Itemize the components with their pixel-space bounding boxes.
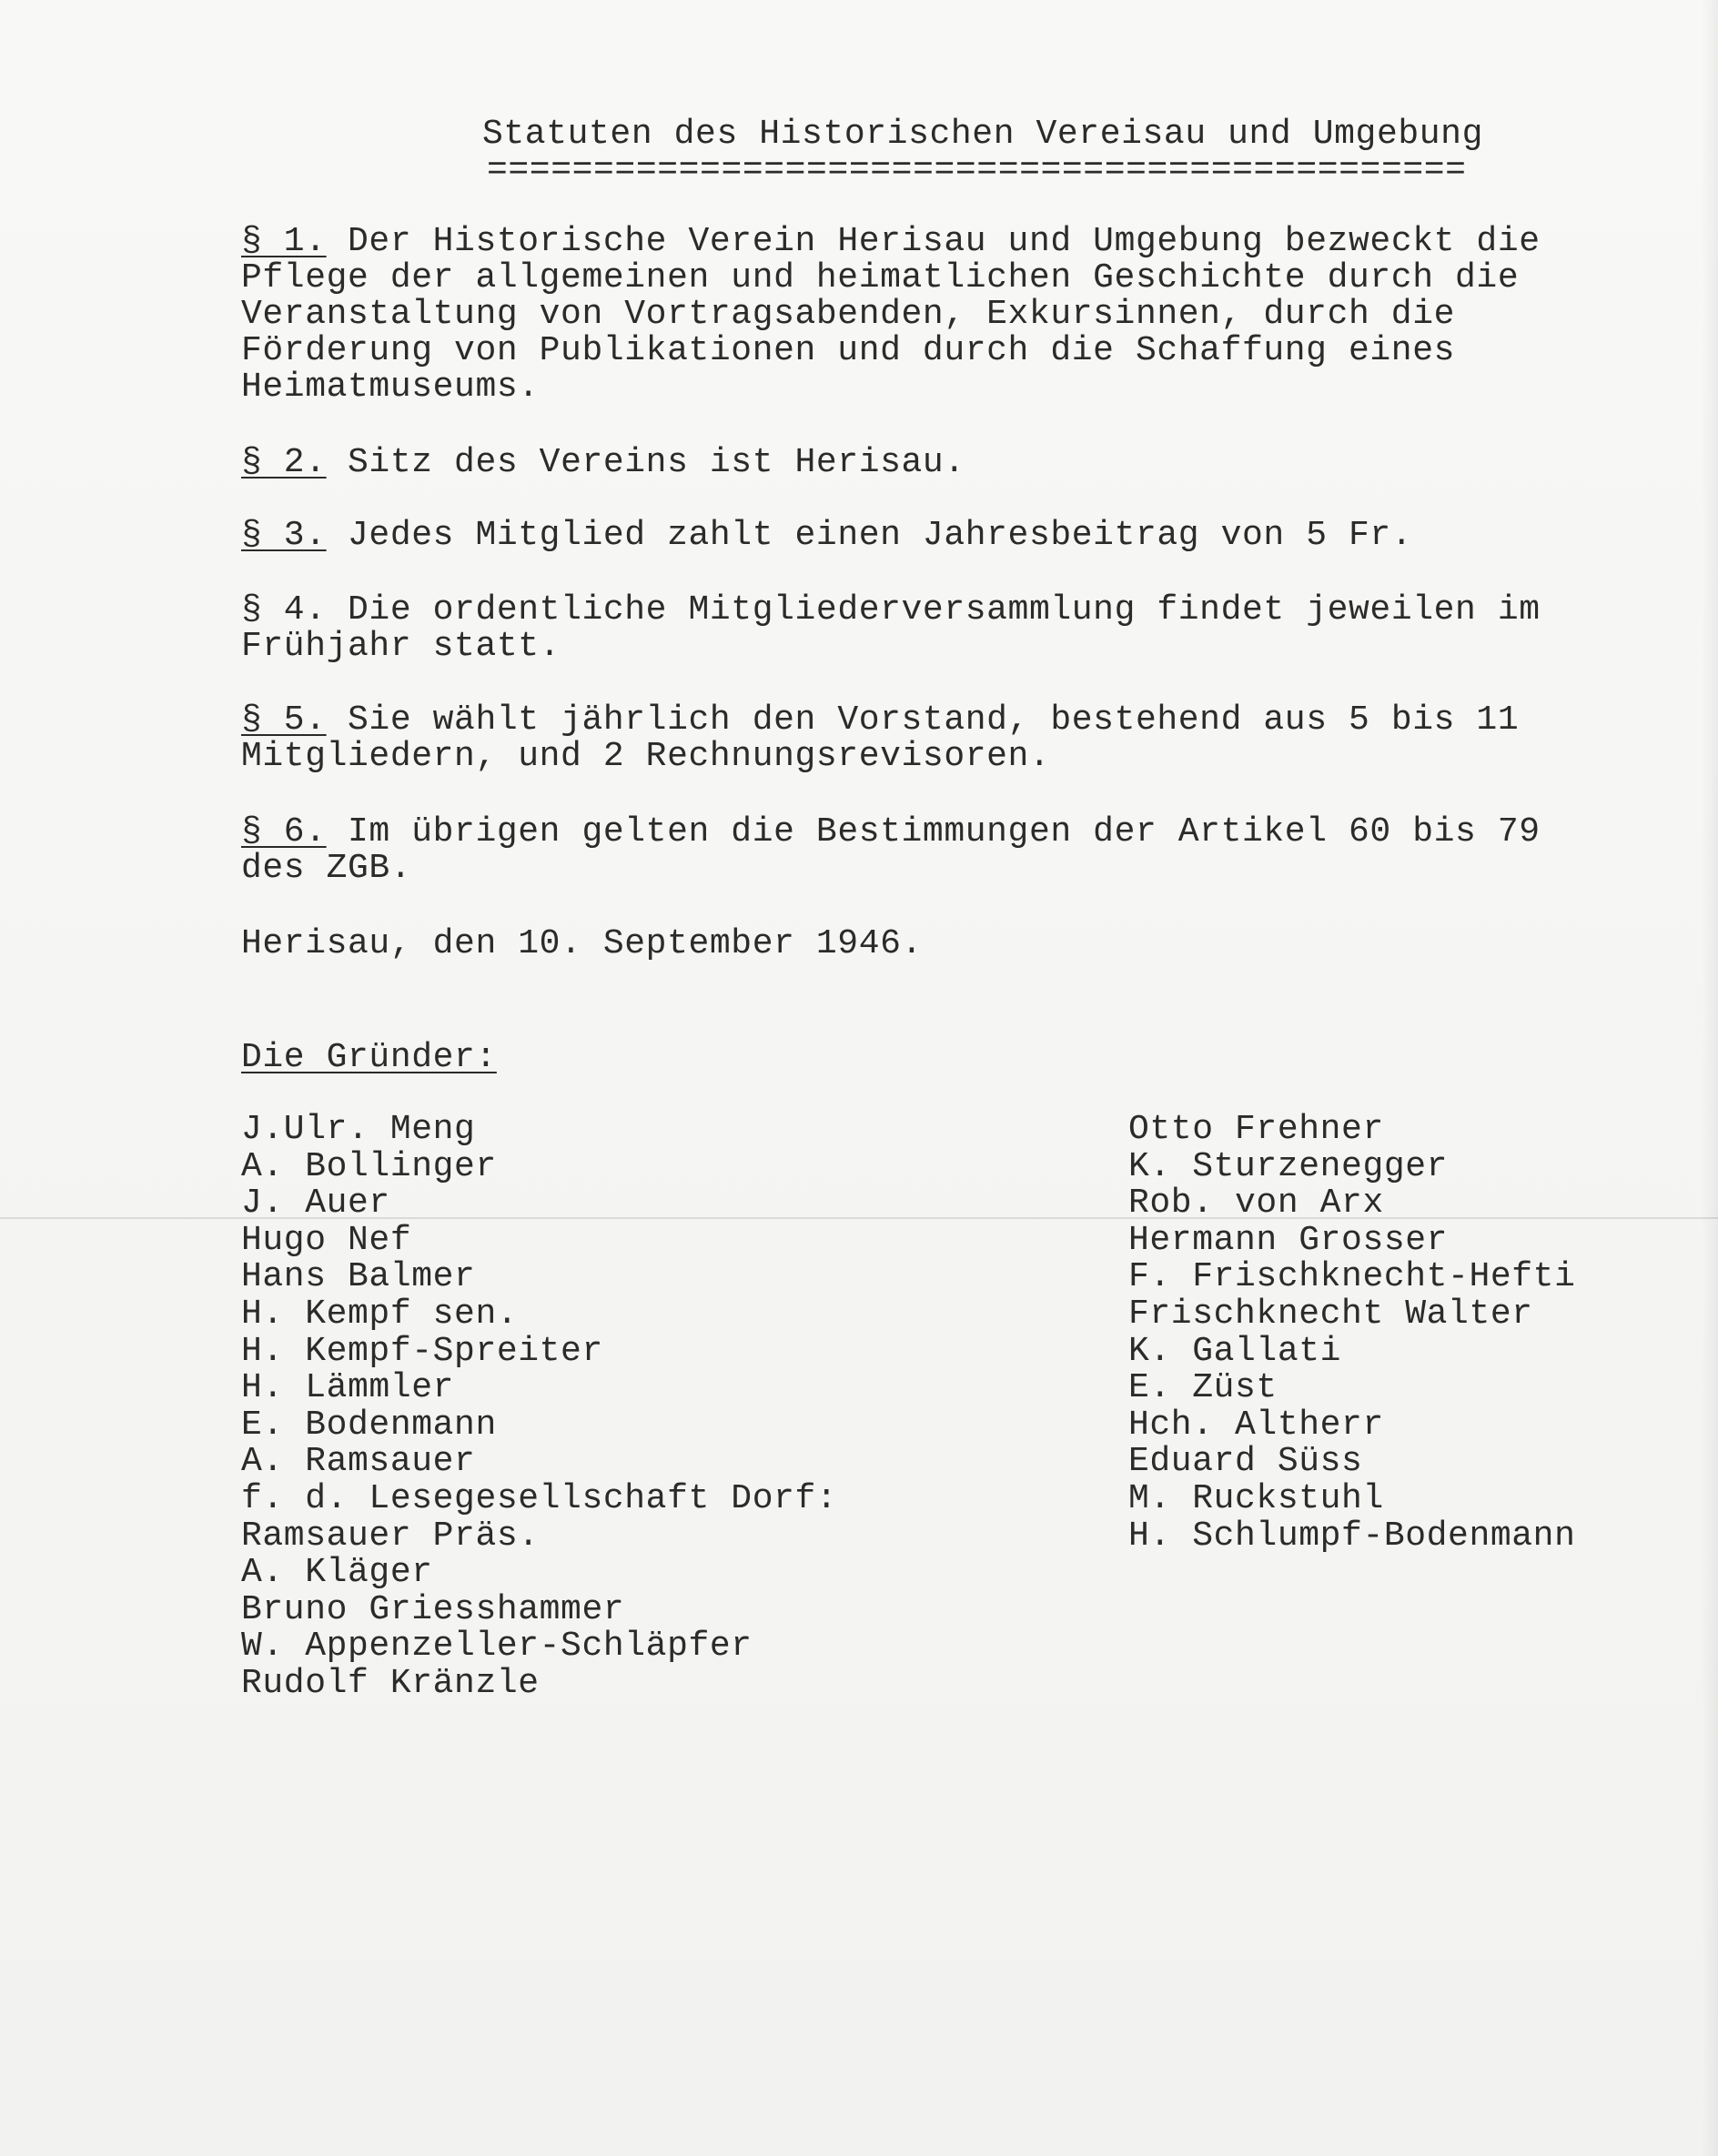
founder-name: H. Kempf-Spreiter — [241, 1331, 603, 1371]
section-text-line: Förderung von Publikationen und durch die Schaffung eines — [241, 331, 1456, 370]
section-text-line: Veranstaltung von Vortragsabenden, Exkursinnen, durch die — [241, 295, 1456, 334]
section-text-line: des ZGB. — [241, 849, 412, 888]
section-1 — [241, 224, 1588, 406]
date-line: Herisau, den 10. September 1946. — [241, 924, 923, 963]
section-text-line: Die ordentliche Mitgliederversammlung findet jeweilen im — [348, 590, 1541, 630]
section-number: § 3. — [241, 516, 327, 555]
founder-name: Hans Balmer — [241, 1257, 476, 1297]
founder-name: A. Bollinger — [241, 1146, 497, 1186]
founder-name: M. Ruckstuhl — [1128, 1478, 1384, 1518]
founder-name: Hch. Altherr — [1128, 1405, 1384, 1445]
section-5 — [241, 702, 1588, 775]
founders-heading: Die Gründer: — [241, 1038, 497, 1077]
section-2 — [241, 445, 1588, 481]
section-6 — [241, 814, 1588, 887]
founder-name: Bruno Griesshammer — [241, 1589, 625, 1629]
founder-name: F. Frischknecht-Hefti — [1128, 1257, 1576, 1297]
founder-name: Hermann Grosser — [1128, 1220, 1449, 1260]
section-text-line: Sie wählt jährlich den Vorstand, bestehend aus 5 bis 11 — [348, 700, 1520, 740]
founder-name: J. Auer — [241, 1184, 390, 1224]
section-number: § 4. — [241, 590, 327, 630]
founder-name: H. Kempf sen. — [241, 1294, 519, 1334]
section-number: § 6. — [241, 812, 327, 851]
document-title: Statuten des Historischen Vereisau und Umgebung — [482, 115, 1483, 154]
founder-name: H. Schlumpf-Bodenmann — [1128, 1516, 1576, 1556]
section-number: § 5. — [241, 700, 327, 740]
section-text-line: Im übrigen gelten die Bestimmungen der Artikel 60 bis 79 — [348, 812, 1541, 851]
section-text-line: Mitgliedern, und 2 Rechnungsrevisoren. — [241, 737, 1051, 776]
founder-name: W. Appenzeller-Schläpfer — [241, 1627, 753, 1667]
founders-left-column — [241, 1112, 837, 1703]
founder-name: E. Züst — [1128, 1368, 1278, 1408]
founder-name: K. Sturzenegger — [1128, 1146, 1449, 1186]
section-text-line: Frühjahr statt. — [241, 627, 561, 666]
founder-name: Rudolf Kränzle — [241, 1663, 540, 1703]
founder-name: Rob. von Arx — [1128, 1184, 1384, 1224]
section-text-line: Jedes Mitglied zahlt einen Jahresbeitrag von 5 Fr. — [348, 516, 1413, 555]
section-text-line: Der Historische Verein Herisau und Umgebung bezweckt die — [348, 222, 1541, 261]
founder-name: Hugo Nef — [241, 1220, 412, 1260]
section-text-line: Sitz des Vereins ist Herisau. — [348, 443, 965, 482]
founder-name: Frischknecht Walter — [1128, 1294, 1533, 1334]
founder-name: A. Ramsauer — [241, 1442, 476, 1482]
section-text-line: Pflege der allgemeinen und heimatlichen Geschichte durch die — [241, 258, 1520, 297]
section-4 — [241, 592, 1588, 665]
founders-right-column — [1128, 1112, 1575, 1555]
section-number: § 2. — [241, 443, 327, 482]
founder-name: H. Lämmler — [241, 1368, 455, 1408]
page-edge-shadow — [1702, 0, 1718, 2156]
founder-name: A. Kläger — [241, 1553, 433, 1593]
title-double-underline: ============================================== — [487, 151, 1467, 190]
section-text-line: Heimatmuseums. — [241, 368, 540, 407]
founder-name: J.Ulr. Meng — [241, 1110, 476, 1149]
founder-name: Ramsauer Präs. — [241, 1516, 540, 1556]
founder-name: Eduard Süss — [1128, 1442, 1363, 1482]
section-3 — [241, 518, 1588, 554]
founder-name: E. Bodenmann — [241, 1405, 497, 1445]
founder-name: f. d. Lesegesellschaft Dorf: — [241, 1478, 838, 1518]
section-number: § 1. — [241, 222, 327, 261]
founder-name: Otto Frehner — [1128, 1110, 1384, 1149]
founder-name: K. Gallati — [1128, 1331, 1342, 1371]
